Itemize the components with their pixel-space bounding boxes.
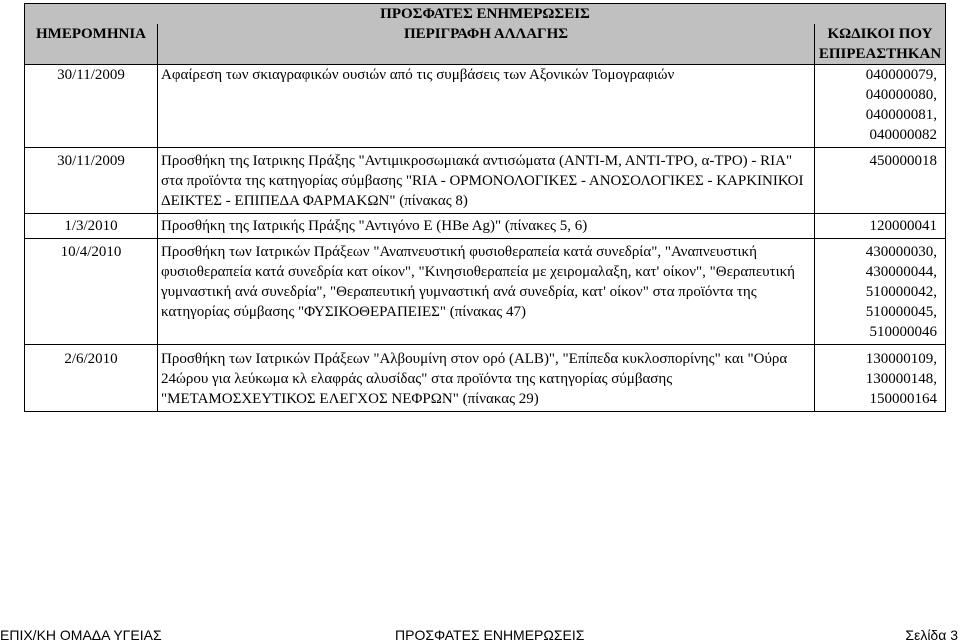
row-description: Προσθήκη των Ιατρικών Πράξεων "Αναπνευστική φυσιοθεραπεία κατά συνεδρία", "Αναπνευστική φυσιοθεραπεία κατά συνεδρία κατ οίκον", "Κινησιοθεραπεία με χειρομαλαξη, κατ' οίκον", "Θεραπευτική γυμναστική ανά συνεδρία", "Θεραπευτική γυμναστική ανά συνεδρία, κατ' οίκον" στα προϊόντα της κατηγορίας σύμβασης "ΦΥΣΙΚΟΘΕΡΑΠΕΙΕΣ" (πίνακας 47)	[158, 239, 815, 345]
table-row	[25, 239, 946, 345]
code-value: 130000148,	[865, 371, 938, 387]
row-codes	[815, 214, 946, 239]
footer-page-number: Σελίδα 3	[905, 627, 958, 643]
row-description: Προσθήκη της Ιατρικής Πράξης "Αντιγόνο Ε (HBe Ag)" (πίνακες 5, 6)	[158, 214, 815, 239]
code-value: 040000081,	[865, 107, 938, 123]
code-value: 040000080,	[865, 87, 938, 103]
row-codes	[815, 148, 946, 214]
code-value: 150000164	[869, 391, 938, 407]
code-value: 040000079,	[865, 67, 938, 83]
table-row	[25, 65, 946, 148]
row-date: 30/11/2009	[25, 65, 158, 148]
code-value: 130000109,	[865, 351, 938, 367]
row-date: 30/11/2009	[25, 148, 158, 214]
table-row	[25, 214, 946, 239]
table-title-row	[25, 4, 946, 25]
code-value: 510000042,	[865, 284, 938, 300]
table-header	[25, 4, 946, 65]
row-date: 10/4/2010	[25, 239, 158, 345]
code-value: 450000018	[869, 153, 938, 169]
column-header-description: ΠΕΡΙΓΡΑΦΗ ΑΛΛΑΓΗΣ	[158, 24, 815, 65]
code-value: 430000030,	[865, 244, 938, 260]
table-row	[25, 345, 946, 412]
column-header-codes: ΚΩΔΙΚΟΙ ΠΟΥ ΕΠΙΡΕΑΣΤΗΚΑΝ	[815, 24, 946, 65]
updates-table	[24, 3, 946, 412]
code-value: 040000082	[869, 127, 938, 143]
footer-organization: ΕΠΙΧ/ΚΗ ΟΜΑΔΑ ΥΓΕΙΑΣ	[0, 627, 162, 643]
row-description: Αφαίρεση των σκιαγραφικών ουσιών από τις συμβάσεις των Αξονικών Τομογραφιών	[158, 65, 815, 148]
page-footer	[0, 627, 960, 644]
table-body	[25, 65, 946, 412]
table-row	[25, 148, 946, 214]
row-codes	[815, 65, 946, 148]
row-codes	[815, 345, 946, 412]
code-value: 510000045,	[865, 304, 938, 320]
code-value: 120000041	[869, 218, 938, 234]
row-date: 1/3/2010	[25, 214, 158, 239]
code-value: 510000046	[869, 324, 938, 340]
row-codes	[815, 239, 946, 345]
table-title: ΠΡΟΣΦΑΤΕΣ ΕΝΗΜΕΡΩΣΕΙΣ	[25, 4, 946, 25]
footer-section-title: ΠΡΟΣΦΑΤΕΣ ΕΝΗΜΕΡΩΣΕΙΣ	[395, 627, 585, 643]
column-header-row	[25, 24, 946, 65]
column-header-date: ΗΜΕΡΟΜΗΝΙΑ	[25, 24, 158, 65]
row-description: Προσθήκη της Ιατρικης Πράξης "Αντιμικροσωμιακά αντισώματα (ANTI-M, ANTI-TPO, α-TPO) - RIA" στα προϊόντα της κατηγορίας σύμβασης "RIA - ΟΡΜΟΝΟΛΟΓΙΚΕΣ - ΑΝΟΣΟΛΟΓΙΚΕΣ - ΚΑΡΚΙΝΙΚΟΙ ΔΕΙΚΤΕΣ - ΕΠΙΠΕΔΑ ΦΑΡΜΑΚΩΝ" (πίνακας 8)	[158, 148, 815, 214]
updates-document	[24, 3, 945, 412]
row-description: Προσθήκη των Ιατρικών Πράξεων "Αλβουμίνη στον ορό (ALB)", "Επίπεδα κυκλοσπορίνης" και "Ούρα 24ώρου για λεύκωμα κλ ελαφράς αλυσίδας" στα προϊόντα της κατηγορίας σύμβασης "ΜΕΤΑΜΟΣΧΕΥΤΙΚΟΣ ΕΛΕΓΧΟΣ ΝΕΦΡΩΝ" (πίνακας 29)	[158, 345, 815, 412]
row-date: 2/6/2010	[25, 345, 158, 412]
code-value: 430000044,	[865, 264, 938, 280]
